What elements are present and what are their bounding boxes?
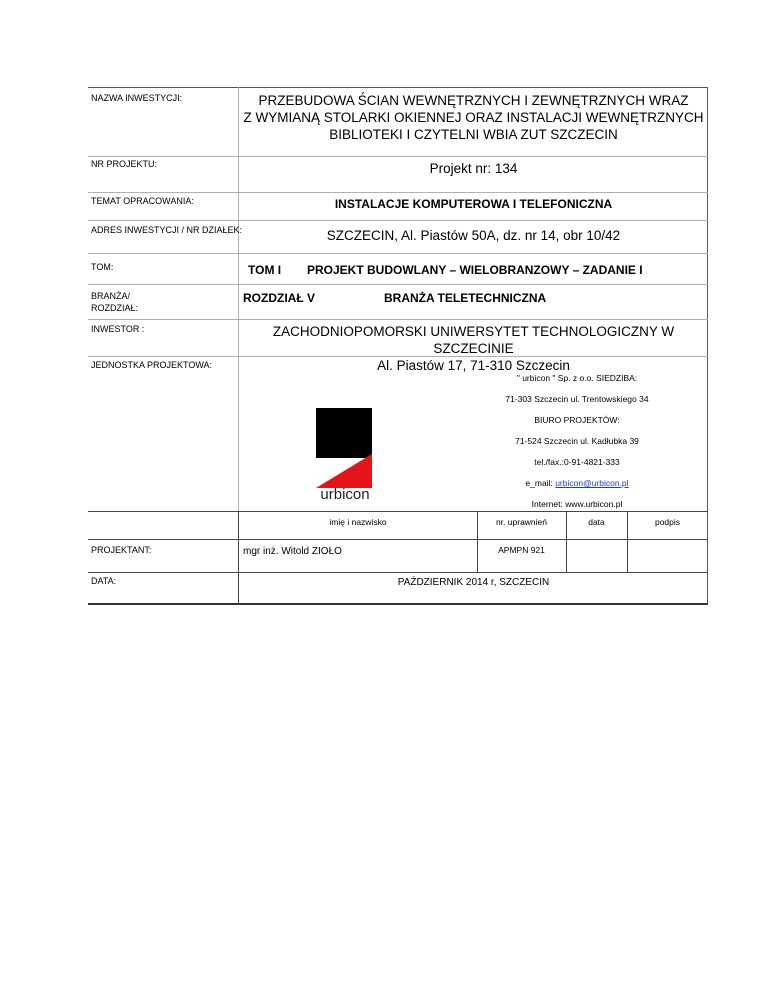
topic: INSTALACJE KOMPUTEROWA I TELEFONICZNA [334,197,613,211]
header-name: imię i nazwisko [329,517,387,527]
row-divider [88,220,708,221]
table-bottom-border [88,603,708,605]
label-design-unit: JEDNOSTKA PROJEKTOWA: [91,360,213,370]
company-website: Internet: www.urbicon.pl [531,499,623,509]
row-divider [88,319,708,320]
email-link[interactable]: urbicon@urbicon.pl [555,478,629,488]
label-branch: BRANŻA/ [91,291,131,301]
label-designer: PROJEKTANT: [91,545,152,555]
company-email [477,478,677,489]
investment-name [239,92,708,143]
company-phone: tel./fax.:0-91-4821-333 [534,457,620,467]
company-name: " urbicon " Sp. z o.o. SIEDZIBA: [516,373,638,383]
header-signature: podpis [654,517,681,527]
project-number: Projekt nr: 134 [429,161,518,176]
header-license: nr. uprawnień [495,517,548,527]
header-date: data [588,517,605,527]
title-page-table [88,87,708,605]
logo-red-triangle [316,454,372,488]
logo-black-square [316,408,372,458]
office-heading: BIURO PROJEKTÓW: [534,415,620,425]
investment-name-line: BIBLIOTEKI I CZYTELNI WBIA ZUT SZCZECIN [329,127,618,142]
row-divider [88,539,708,540]
label-chapter: ROZDZIAŁ: [91,303,139,313]
row-divider [88,284,708,285]
row-divider [88,572,708,573]
chapter-number: ROZDZIAŁ V [243,291,315,305]
urbicon-logo [314,408,376,502]
row-divider [88,253,708,254]
row-divider [88,511,708,512]
investor [239,323,708,374]
label-volume: TOM: [91,262,114,272]
designer-name: mgr inż. Witold ZIOŁO [243,546,342,557]
investment-name-line: PRZEBUDOWA ŚCIAN WEWNĘTRZNYCH I ZEWNĘTRZNYCH WRAZ [258,93,689,108]
volume-title: PROJEKT BUDOWLANY – WIELOBRANZOWY – ZADANIE I [307,263,643,277]
label-address: ADRES INWESTYCJI / NR DZIAŁEK: [91,225,243,235]
company-details [477,373,677,510]
label-investment-name: NAZWA INWESTYCJI: [91,93,183,103]
label-date: DATA: [91,576,117,586]
logo-wordmark: urbicon [320,486,370,502]
label-project-number: NR PROJEKTU: [91,159,158,169]
row-divider [88,156,708,157]
chapter-title: BRANŻA TELETECHNICZNA [384,291,547,305]
column-divider [238,356,239,511]
investment-name-line: Z WYMIANĄ STOLARKI OKIENNEJ ORAZ INSTALACJI WEWNĘTRZNYCH [243,110,704,125]
investment-address: SZCZECIN, Al. Piastów 50A, dz. nr 14, obr 10/42 [326,228,621,243]
row-divider [88,192,708,193]
label-topic: TEMAT OPRACOWANIA: [91,196,194,206]
email-prefix: e_mail: [525,478,556,488]
date-value: PAŹDZIERNIK 2014 r, SZCZECIN [397,577,550,588]
company-seat-address: 71-303 Szczecin ul. Trentowskiego 34 [505,394,649,404]
label-investor: INWESTOR : [91,324,145,334]
office-address: 71-524 Szczecin ul. Kadłubka 39 [515,436,639,446]
investor-address: Al. Piastów 17, 71-310 Szczecin [377,358,570,373]
investor-name: ZACHODNIOPOMORSKI UNIWERSYTET TECHNOLOGICZNY W SZCZECINIE [272,324,675,356]
designer-license: APMPN 921 [498,545,545,555]
volume-number: TOM I [248,263,282,277]
